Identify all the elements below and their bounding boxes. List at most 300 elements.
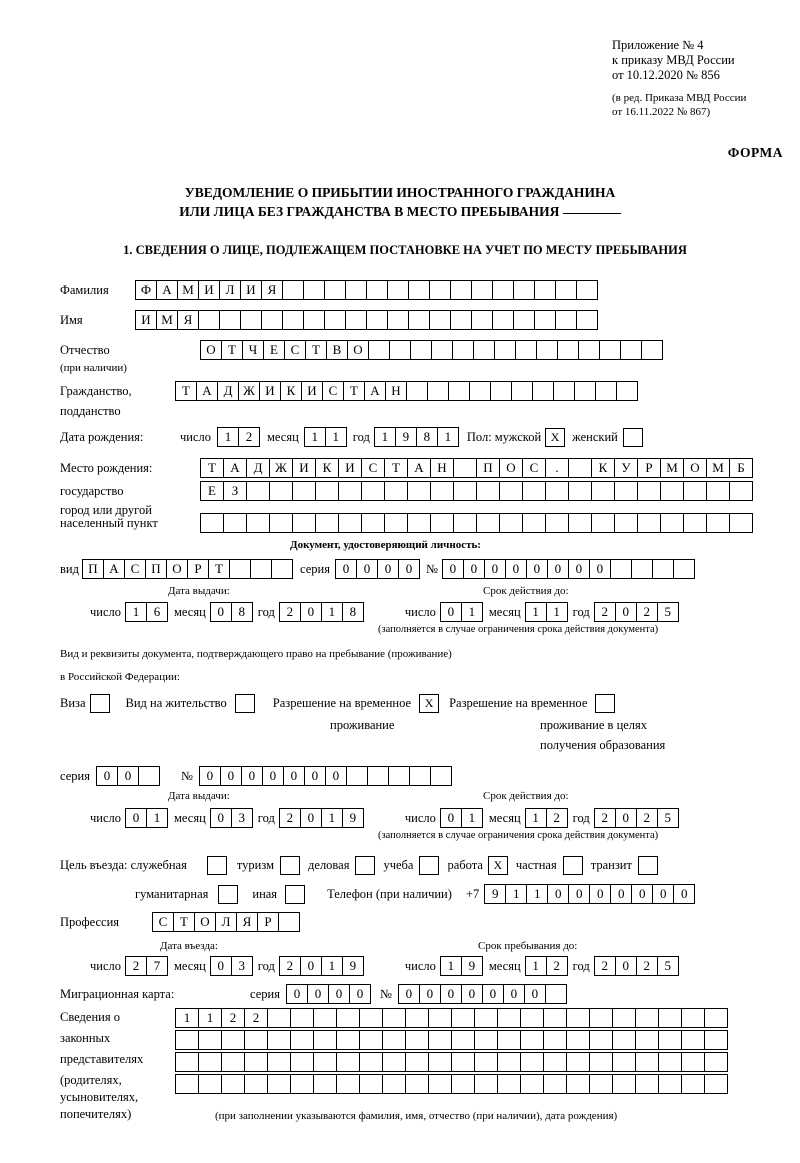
cell[interactable]	[428, 1030, 452, 1050]
cell[interactable]	[599, 340, 621, 360]
cell[interactable]	[336, 1074, 360, 1094]
cell[interactable]	[515, 340, 537, 360]
cell[interactable]	[389, 340, 411, 360]
cell[interactable]: Т	[221, 340, 243, 360]
cell[interactable]	[631, 559, 653, 579]
cell[interactable]	[384, 513, 408, 533]
cell[interactable]: 1	[198, 1008, 222, 1028]
cell[interactable]	[405, 1008, 429, 1028]
cell[interactable]	[428, 1052, 452, 1072]
cell[interactable]	[290, 1008, 314, 1028]
cell[interactable]	[367, 766, 389, 786]
cell[interactable]	[338, 513, 362, 533]
cell[interactable]	[198, 1052, 222, 1072]
cell[interactable]: И	[301, 381, 323, 401]
cell[interactable]	[660, 513, 684, 533]
cell[interactable]	[315, 481, 339, 501]
cell[interactable]	[545, 513, 569, 533]
cell[interactable]: З	[223, 481, 247, 501]
cell[interactable]	[614, 481, 638, 501]
cell[interactable]	[366, 310, 388, 330]
cell[interactable]: 0	[631, 884, 653, 904]
cell[interactable]	[706, 513, 730, 533]
cell[interactable]	[492, 310, 514, 330]
cell[interactable]	[474, 1030, 498, 1050]
cell[interactable]	[576, 310, 598, 330]
cell[interactable]: С	[322, 381, 344, 401]
cell[interactable]: 0	[484, 559, 506, 579]
cell[interactable]	[543, 1052, 567, 1072]
cell[interactable]	[292, 513, 316, 533]
purpose-tourism-checkbox[interactable]	[280, 856, 300, 875]
cell[interactable]: 0	[241, 766, 263, 786]
cell[interactable]	[303, 310, 325, 330]
cell[interactable]	[612, 1008, 636, 1028]
cell[interactable]	[545, 481, 569, 501]
cell[interactable]	[198, 1074, 222, 1094]
cell[interactable]: С	[124, 559, 146, 579]
cell[interactable]: 1	[525, 602, 547, 622]
cell[interactable]: 0	[307, 984, 329, 1004]
cell[interactable]	[658, 1030, 682, 1050]
cell[interactable]: 0	[262, 766, 284, 786]
cell[interactable]: А	[223, 458, 247, 478]
cell[interactable]	[278, 912, 300, 932]
cell[interactable]	[706, 481, 730, 501]
cell[interactable]	[497, 1052, 521, 1072]
sex-female-checkbox[interactable]	[623, 428, 643, 447]
cell[interactable]	[681, 1030, 705, 1050]
cell[interactable]: 0	[503, 984, 525, 1004]
cell[interactable]: М	[660, 458, 684, 478]
cell[interactable]	[497, 1008, 521, 1028]
cell[interactable]: 2	[221, 1008, 245, 1028]
cell[interactable]	[543, 1008, 567, 1028]
cell[interactable]: 1	[525, 956, 547, 976]
cell[interactable]	[408, 310, 430, 330]
cell[interactable]	[595, 381, 617, 401]
cell[interactable]: 1	[321, 808, 343, 828]
cell[interactable]	[382, 1052, 406, 1072]
cell[interactable]: Н	[430, 458, 454, 478]
cell[interactable]: 0	[199, 766, 221, 786]
cell[interactable]: 2	[594, 602, 616, 622]
cell[interactable]: Ж	[269, 458, 293, 478]
cell[interactable]	[513, 310, 535, 330]
cell[interactable]: Ч	[242, 340, 264, 360]
cell[interactable]: Т	[384, 458, 408, 478]
cell[interactable]: Б	[729, 458, 753, 478]
cell[interactable]	[313, 1074, 337, 1094]
cell[interactable]: 1	[546, 602, 568, 622]
cell[interactable]	[566, 1030, 590, 1050]
cell[interactable]	[315, 513, 339, 533]
cell[interactable]: М	[156, 310, 178, 330]
cell[interactable]	[683, 513, 707, 533]
cell[interactable]	[430, 513, 454, 533]
cell[interactable]	[409, 766, 431, 786]
cell[interactable]: С	[152, 912, 174, 932]
visa-checkbox[interactable]	[90, 694, 110, 713]
cell[interactable]: 2	[279, 956, 301, 976]
cell[interactable]: 0	[526, 559, 548, 579]
cell[interactable]	[406, 381, 428, 401]
cell[interactable]	[591, 513, 615, 533]
cell[interactable]	[267, 1008, 291, 1028]
cell[interactable]	[345, 310, 367, 330]
cell[interactable]: С	[361, 458, 385, 478]
cell[interactable]: 3	[231, 808, 253, 828]
cell[interactable]: 2	[279, 602, 301, 622]
cell[interactable]	[453, 481, 477, 501]
cell[interactable]: 0	[673, 884, 695, 904]
cell[interactable]: 0	[615, 808, 637, 828]
cell[interactable]: 9	[342, 956, 364, 976]
cell[interactable]: Я	[236, 912, 258, 932]
cell[interactable]: 2	[279, 808, 301, 828]
cell[interactable]	[361, 481, 385, 501]
cell[interactable]	[198, 310, 220, 330]
cell[interactable]	[410, 340, 432, 360]
cell[interactable]	[359, 1030, 383, 1050]
cell[interactable]	[492, 280, 514, 300]
cell[interactable]	[244, 1074, 268, 1094]
cell[interactable]: 0	[300, 956, 322, 976]
cell[interactable]	[520, 1052, 544, 1072]
cell[interactable]	[681, 1008, 705, 1028]
cell[interactable]	[450, 280, 472, 300]
cell[interactable]	[382, 1074, 406, 1094]
cell[interactable]: М	[706, 458, 730, 478]
cell[interactable]	[282, 280, 304, 300]
cell[interactable]	[520, 1030, 544, 1050]
cell[interactable]: 9	[461, 956, 483, 976]
cell[interactable]: Я	[261, 280, 283, 300]
purpose-study-checkbox[interactable]	[419, 856, 439, 875]
cell[interactable]: 2	[636, 808, 658, 828]
cell[interactable]: И	[240, 280, 262, 300]
cell[interactable]	[471, 310, 493, 330]
cell[interactable]	[346, 766, 368, 786]
cell[interactable]: 0	[547, 559, 569, 579]
cell[interactable]	[616, 381, 638, 401]
cell[interactable]	[267, 1030, 291, 1050]
cell[interactable]	[589, 1030, 613, 1050]
cell[interactable]: К	[315, 458, 339, 478]
cell[interactable]: 0	[440, 984, 462, 1004]
cell[interactable]	[427, 381, 449, 401]
cell[interactable]: 0	[304, 766, 326, 786]
cell[interactable]: 2	[125, 956, 147, 976]
cell[interactable]: 1	[461, 602, 483, 622]
cell[interactable]	[568, 458, 592, 478]
cell[interactable]: Р	[637, 458, 661, 478]
cell[interactable]: М	[177, 280, 199, 300]
cell[interactable]	[429, 310, 451, 330]
cell[interactable]	[589, 1052, 613, 1072]
cell[interactable]	[704, 1052, 728, 1072]
cell[interactable]	[221, 1030, 245, 1050]
cell[interactable]	[681, 1074, 705, 1094]
cell[interactable]: 0	[440, 602, 462, 622]
cell[interactable]: 0	[524, 984, 546, 1004]
cell[interactable]: 0	[547, 884, 569, 904]
cell[interactable]: И	[198, 280, 220, 300]
cell[interactable]: 1	[437, 427, 459, 447]
cell[interactable]: 2	[594, 956, 616, 976]
cell[interactable]: 0	[220, 766, 242, 786]
cell[interactable]: Е	[200, 481, 224, 501]
cell[interactable]: О	[499, 458, 523, 478]
cell[interactable]	[382, 1030, 406, 1050]
cell[interactable]: И	[292, 458, 316, 478]
cell[interactable]	[387, 280, 409, 300]
cell[interactable]: В	[326, 340, 348, 360]
cell[interactable]: 0	[398, 559, 420, 579]
purpose-humanitarian-checkbox[interactable]	[218, 885, 238, 904]
cell[interactable]: Т	[200, 458, 224, 478]
purpose-private-checkbox[interactable]	[563, 856, 583, 875]
cell[interactable]: 0	[615, 956, 637, 976]
cell[interactable]	[566, 1008, 590, 1028]
cell[interactable]: 9	[395, 427, 417, 447]
cell[interactable]: 5	[657, 956, 679, 976]
cell[interactable]	[267, 1052, 291, 1072]
cell[interactable]	[473, 340, 495, 360]
cell[interactable]: Д	[217, 381, 239, 401]
cell[interactable]: С	[284, 340, 306, 360]
purpose-work-checkbox[interactable]: Х	[488, 856, 508, 875]
cell[interactable]	[513, 280, 535, 300]
cell[interactable]	[219, 310, 241, 330]
cell[interactable]	[543, 1074, 567, 1094]
cell[interactable]: 0	[568, 884, 590, 904]
cell[interactable]	[532, 381, 554, 401]
cell[interactable]: Т	[208, 559, 230, 579]
cell[interactable]	[637, 513, 661, 533]
cell[interactable]: 0	[652, 884, 674, 904]
cell[interactable]: 6	[146, 602, 168, 622]
cell[interactable]: 2	[238, 427, 260, 447]
cell[interactable]: 0	[589, 559, 611, 579]
cell[interactable]	[555, 310, 577, 330]
cell[interactable]: 0	[461, 984, 483, 1004]
cell[interactable]	[175, 1052, 199, 1072]
cell[interactable]	[612, 1074, 636, 1094]
cell[interactable]: 0	[610, 884, 632, 904]
edu-res-checkbox[interactable]	[595, 694, 615, 713]
cell[interactable]	[261, 310, 283, 330]
cell[interactable]	[292, 481, 316, 501]
cell[interactable]: 1	[325, 427, 347, 447]
cell[interactable]: 0	[463, 559, 485, 579]
cell[interactable]	[497, 1030, 521, 1050]
cell[interactable]	[382, 1008, 406, 1028]
cell[interactable]: Ж	[238, 381, 260, 401]
cell[interactable]	[474, 1008, 498, 1028]
cell[interactable]	[407, 481, 431, 501]
cell[interactable]	[250, 559, 272, 579]
cell[interactable]	[652, 559, 674, 579]
cell[interactable]	[545, 984, 567, 1004]
cell[interactable]	[405, 1074, 429, 1094]
cell[interactable]: П	[82, 559, 104, 579]
cell[interactable]: А	[364, 381, 386, 401]
cell[interactable]: 1	[125, 602, 147, 622]
cell[interactable]: Я	[177, 310, 199, 330]
cell[interactable]	[557, 340, 579, 360]
cell[interactable]: 0	[482, 984, 504, 1004]
cell[interactable]	[673, 559, 695, 579]
cell[interactable]: О	[683, 458, 707, 478]
cell[interactable]	[428, 1074, 452, 1094]
cell[interactable]	[324, 280, 346, 300]
cell[interactable]	[223, 513, 247, 533]
cell[interactable]: 0	[377, 559, 399, 579]
cell[interactable]: 2	[636, 956, 658, 976]
cell[interactable]	[430, 766, 452, 786]
cell[interactable]: 0	[325, 766, 347, 786]
cell[interactable]: П	[476, 458, 500, 478]
cell[interactable]: 0	[300, 808, 322, 828]
cell[interactable]: А	[156, 280, 178, 300]
cell[interactable]: Д	[246, 458, 270, 478]
cell[interactable]	[543, 1030, 567, 1050]
cell[interactable]	[499, 481, 523, 501]
cell[interactable]	[637, 481, 661, 501]
cell[interactable]	[499, 513, 523, 533]
cell[interactable]	[452, 340, 474, 360]
cell[interactable]	[303, 280, 325, 300]
cell[interactable]: Р	[187, 559, 209, 579]
cell[interactable]	[704, 1074, 728, 1094]
cell[interactable]: 0	[117, 766, 139, 786]
cell[interactable]: И	[135, 310, 157, 330]
cell[interactable]	[384, 481, 408, 501]
cell[interactable]	[336, 1052, 360, 1072]
cell[interactable]	[451, 1008, 475, 1028]
cell[interactable]: У	[614, 458, 638, 478]
cell[interactable]	[612, 1052, 636, 1072]
cell[interactable]: Т	[175, 381, 197, 401]
cell[interactable]	[704, 1030, 728, 1050]
cell[interactable]	[269, 481, 293, 501]
cell[interactable]	[568, 513, 592, 533]
cell[interactable]	[368, 340, 390, 360]
purpose-service-checkbox[interactable]	[207, 856, 227, 875]
purpose-other-checkbox[interactable]	[285, 885, 305, 904]
cell[interactable]: 1	[175, 1008, 199, 1028]
sex-male-checkbox[interactable]: Х	[545, 428, 565, 447]
cell[interactable]: 8	[342, 602, 364, 622]
cell[interactable]: О	[166, 559, 188, 579]
cell[interactable]	[246, 481, 270, 501]
cell[interactable]: 0	[349, 984, 371, 1004]
cell[interactable]	[267, 1074, 291, 1094]
cell[interactable]	[388, 766, 410, 786]
cell[interactable]	[175, 1030, 199, 1050]
cell[interactable]	[476, 481, 500, 501]
cell[interactable]	[534, 310, 556, 330]
cell[interactable]: 0	[442, 559, 464, 579]
cell[interactable]: Т	[305, 340, 327, 360]
cell[interactable]: 2	[546, 808, 568, 828]
cell[interactable]	[290, 1052, 314, 1072]
cell[interactable]	[681, 1052, 705, 1072]
cell[interactable]	[658, 1052, 682, 1072]
cell[interactable]	[453, 458, 477, 478]
cell[interactable]	[474, 1074, 498, 1094]
cell[interactable]	[476, 513, 500, 533]
cell[interactable]	[313, 1052, 337, 1072]
cell[interactable]: 0	[210, 808, 232, 828]
cell[interactable]	[522, 513, 546, 533]
cell[interactable]	[359, 1008, 383, 1028]
cell[interactable]	[635, 1008, 659, 1028]
cell[interactable]: Е	[263, 340, 285, 360]
cell[interactable]	[429, 280, 451, 300]
cell[interactable]	[221, 1074, 245, 1094]
cell[interactable]	[282, 310, 304, 330]
purpose-transit-checkbox[interactable]	[638, 856, 658, 875]
cell[interactable]	[729, 513, 753, 533]
cell[interactable]	[138, 766, 160, 786]
cell[interactable]: 0	[335, 559, 357, 579]
cell[interactable]: А	[103, 559, 125, 579]
cell[interactable]	[244, 1052, 268, 1072]
cell[interactable]	[324, 310, 346, 330]
cell[interactable]	[338, 481, 362, 501]
cell[interactable]: 0	[568, 559, 590, 579]
cell[interactable]: А	[407, 458, 431, 478]
cell[interactable]	[336, 1030, 360, 1050]
cell[interactable]	[244, 1030, 268, 1050]
cell[interactable]	[290, 1030, 314, 1050]
cell[interactable]	[313, 1008, 337, 1028]
cell[interactable]	[474, 1052, 498, 1072]
cell[interactable]: 1	[440, 956, 462, 976]
cell[interactable]: И	[338, 458, 362, 478]
cell[interactable]	[430, 481, 454, 501]
cell[interactable]	[555, 280, 577, 300]
cell[interactable]	[494, 340, 516, 360]
cell[interactable]: О	[347, 340, 369, 360]
cell[interactable]: 9	[484, 884, 506, 904]
cell[interactable]	[704, 1008, 728, 1028]
cell[interactable]: 2	[636, 602, 658, 622]
cell[interactable]	[359, 1074, 383, 1094]
cell[interactable]: К	[591, 458, 615, 478]
cell[interactable]: 5	[657, 602, 679, 622]
cell[interactable]: 1	[321, 956, 343, 976]
cell[interactable]: 0	[356, 559, 378, 579]
cell[interactable]	[497, 1074, 521, 1094]
cell[interactable]: 0	[283, 766, 305, 786]
cell[interactable]	[635, 1030, 659, 1050]
cell[interactable]: 0	[615, 602, 637, 622]
cell[interactable]	[290, 1074, 314, 1094]
cell[interactable]	[366, 280, 388, 300]
cell[interactable]	[576, 280, 598, 300]
cell[interactable]	[246, 513, 270, 533]
cell[interactable]: 3	[231, 956, 253, 976]
cell[interactable]	[448, 381, 470, 401]
cell[interactable]: 0	[300, 602, 322, 622]
cell[interactable]	[240, 310, 262, 330]
cell[interactable]	[271, 559, 293, 579]
cell[interactable]	[359, 1052, 383, 1072]
cell[interactable]	[387, 310, 409, 330]
